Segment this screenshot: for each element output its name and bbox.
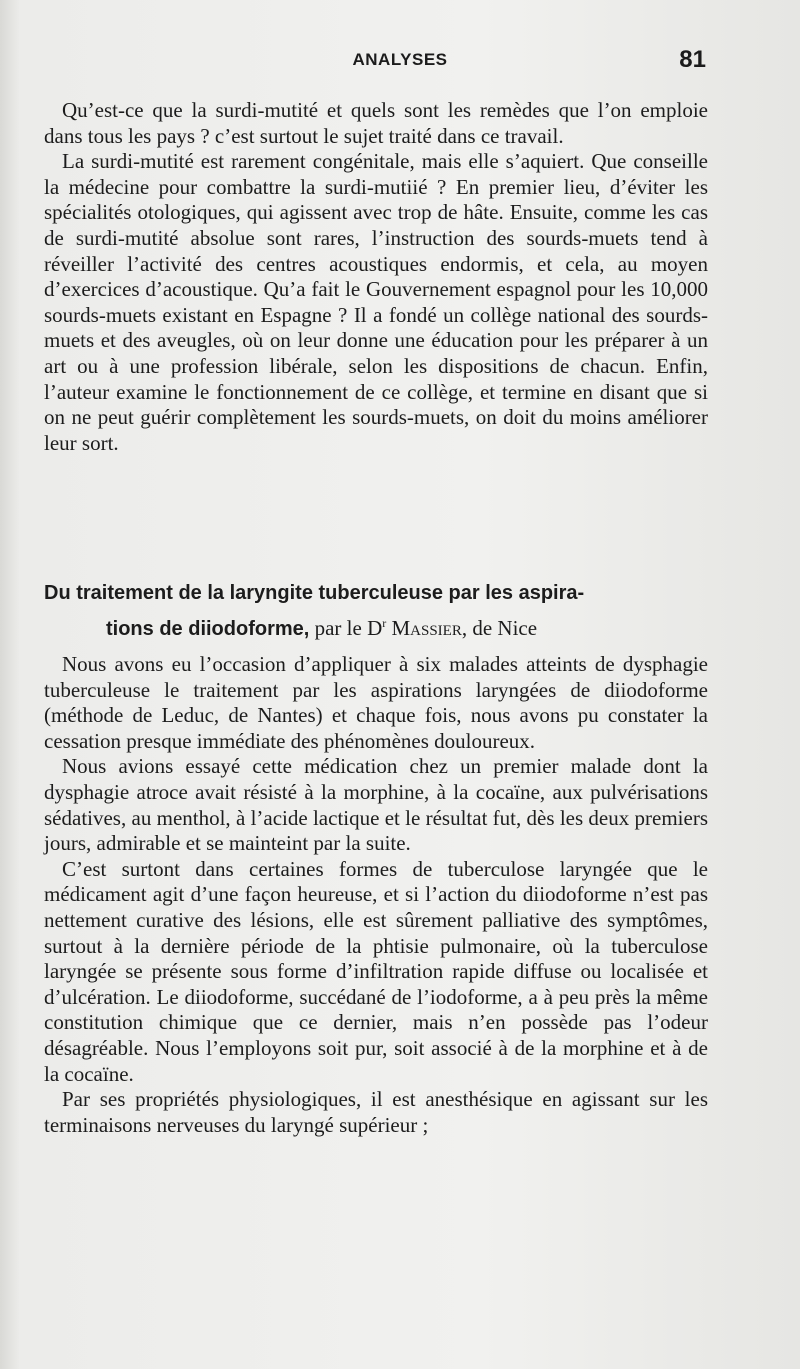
byline-suffix: , de Nice <box>461 616 538 640</box>
article-heading <box>44 578 708 644</box>
page-number: 81 <box>679 46 706 73</box>
byline <box>315 616 537 640</box>
author-name: Massier <box>391 616 462 640</box>
article-body <box>44 652 708 1138</box>
paragraph: Nous avions essayé cette médication chez un premier malade dont la dysphagie atroce avait résisté à la morphine, à la cocaïne, aux pulvérisations sédatives, au menthol, à l’acide lactique et le résultat fut, dès les deux premiers jours, admirable et se mainteint par la suite. <box>44 754 708 856</box>
paragraph: C’est surtont dans certaines formes de tuberculose laryngée que le médicament agit d’une façon heureuse, et si l’action du diiodoforme n’est pas nettement curative des lésions, elle est sûrement palliative des symptômes, surtout à la dernière période de la phtisie pulmonaire, où la tuberculose laryngée se présente sous forme d’infiltration rapide diffuse ou localisée et d’ulcération. Le diiodoforme, succédané de l’iodoforme, a à peu près la même constitution chimique que ce dernier, mais n’en possède pas l’odeur désagréable. Nous l’employons soit pur, soit associé à de la morphine et à de la cocaïne. <box>44 856 708 1086</box>
paragraph: Nous avons eu l’occasion d’appliquer à six malades atteints de dysphagie tuberculeuse le traitement par les aspirations laryngées de diiodoforme (méthode de Leduc, de Nantes) et chaque fois, nous avons pu constater la cessation presque immédiate des phénomènes douloureux. <box>44 652 708 753</box>
byline-sup: r <box>382 616 387 630</box>
article-title-line-1: Du traitement de la laryngite tuberculeuse par les aspira- <box>44 582 585 604</box>
paragraph: La surdi-mutité est rarement congénitale, mais elle s’aquiert. Que conseille la médecine pour combattre la surdi-mutiié ? En premier lieu, d’éviter les spécialités otologiques, qui agissent avec trop de hâte. Ensuite, comme les cas de surdi-mutité absolue sont rares, l’instruction des sourds-muets tend à réveiller l’activité des centres acoustiques endormis, et cela, au moyen d’exercices d’acoustique. Qu’a fait le Gouvernement espagnol pour les 10,000 sourds-muets existant en Espagne ? Il a fondé un collège national des sourds-muets et des aveugles, où on leur donne une éducation pour les préparer à un art ou à une profession libérale, selon les dispositions de chacun. Enfin, l’auteur examine le fonctionnement de ce collège, et termine en disant que si on ne peut guérir complètement les sourds-muets, on doit du moins améliorer leur sort. <box>44 149 708 455</box>
article-title-line-2: tions de diiodoforme, <box>106 618 310 640</box>
byline-prefix: par le D <box>314 616 383 640</box>
paragraph: Qu’est-ce que la surdi-mutité et quels sont les remèdes que l’on emploie dans tous les pays ? c’est surtout le sujet traité dans ce travail. <box>44 98 708 148</box>
running-title: ANALYSES <box>352 50 448 69</box>
review-text-section <box>44 98 708 456</box>
page-header <box>0 44 800 80</box>
paragraph: Par ses propriétés physiologiques, il est anesthésique en agissant sur les terminaisons nerveuses du laryngé supérieur ; <box>44 1087 708 1137</box>
